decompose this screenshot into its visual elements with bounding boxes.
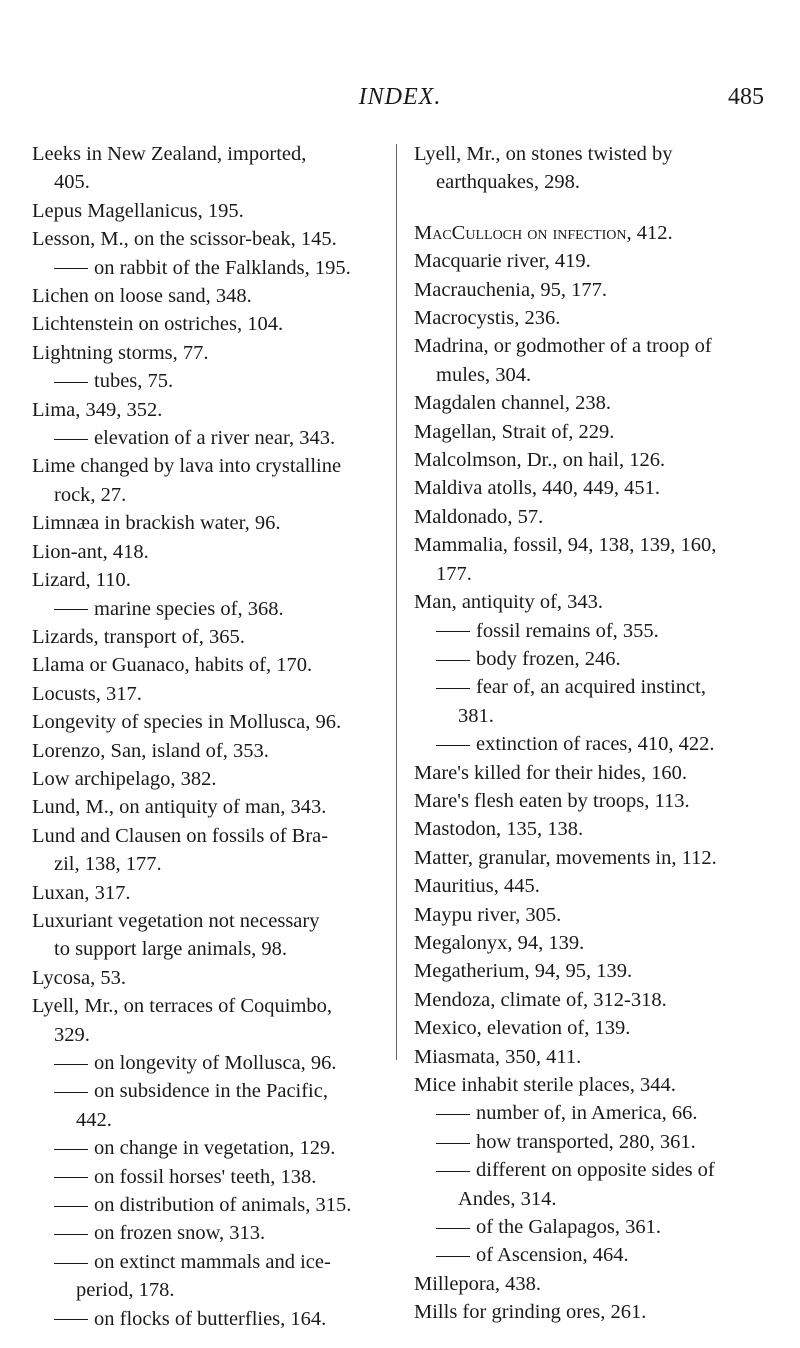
index-entry — [414, 247, 776, 275]
index-entry — [414, 531, 776, 588]
ditto-dash — [54, 382, 88, 383]
index-column-right — [414, 140, 776, 1327]
index-entry — [414, 276, 776, 304]
index-entry — [414, 1014, 776, 1042]
index-subentry — [32, 367, 384, 395]
entry-line: Megatherium, 94, 95, 139. — [414, 960, 633, 983]
entry-line: Luxan, 317. — [32, 881, 131, 904]
entry-line: Lichtenstein on ostriches, 104. — [32, 313, 284, 336]
index-entry — [32, 310, 384, 338]
entry-line: number of, in America, 66. — [476, 1102, 698, 1125]
entry-line: Lichen on loose sand, 348. — [32, 285, 252, 308]
index-subentry — [414, 730, 776, 758]
ditto-dash — [54, 1064, 88, 1065]
index-entry — [32, 964, 384, 992]
ditto-dash — [436, 1114, 470, 1115]
entry-line: Lyell, Mr., on stones twisted by — [414, 143, 673, 165]
entry-line: Maldonado, 57. — [414, 505, 544, 528]
index-subentry — [414, 645, 776, 673]
index-entry — [414, 1043, 776, 1071]
entry-line: Lizard, 110. — [32, 569, 131, 592]
index-entry — [414, 1071, 776, 1099]
index-entry — [414, 304, 776, 332]
index-subentry — [414, 673, 776, 730]
ditto-dash — [436, 1143, 470, 1144]
entry-line: Lund and Clausen on fossils of Bra- — [32, 824, 329, 847]
index-subentry — [32, 595, 384, 623]
entry-line: Longevity of species in Mollusca, 96. — [32, 711, 342, 734]
entry-line: of the Galapagos, 361. — [476, 1216, 662, 1239]
ditto-dash — [436, 1256, 470, 1257]
entry-line: Madrina, or godmother of a troop of — [414, 335, 712, 358]
entry-line: Maypu river, 305. — [414, 903, 562, 926]
entry-line: Mammalia, fossil, 94, 138, 139, 160, — [414, 534, 717, 557]
entry-line: earthquakes, 298. — [436, 171, 581, 194]
ditto-dash — [54, 1177, 88, 1178]
index-entry — [414, 844, 776, 872]
index-entry — [32, 339, 384, 367]
entry-line: Macrocystis, 236. — [414, 307, 561, 330]
index-entry — [414, 140, 776, 197]
index-entry — [414, 1298, 776, 1326]
index-entry — [414, 901, 776, 929]
entry-line: Miasmata, 350, 411. — [414, 1045, 582, 1068]
entry-line: on subsidence in the Pacific, — [94, 1080, 328, 1103]
index-entry — [32, 538, 384, 566]
entry-line: on rabbit of the Falklands, 195. — [94, 256, 351, 279]
index-subentry — [32, 1134, 384, 1162]
entry-line: Mare's flesh eaten by troops, 113. — [414, 789, 690, 812]
entry-line: Macrauchenia, 95, 177. — [414, 278, 607, 301]
entry-line: different on opposite sides of — [476, 1159, 715, 1182]
entry-line: Limnæa in brackish water, 96. — [32, 512, 281, 535]
entry-line: tubes, 75. — [94, 370, 174, 393]
entry-line: Lima, 349, 352. — [32, 398, 163, 421]
ditto-dash — [54, 1149, 88, 1150]
entry-line: Lion-ant, 418. — [32, 540, 149, 563]
entry-line: Magdalen channel, 238. — [414, 392, 611, 415]
index-entry — [32, 822, 384, 879]
index-subentry — [414, 617, 776, 645]
entry-line: how transported, 280, 361. — [476, 1130, 696, 1153]
ditto-dash — [54, 1234, 88, 1235]
ditto-dash — [54, 1206, 88, 1207]
index-entry — [32, 396, 384, 424]
index-entry — [32, 793, 384, 821]
entry-line: 405. — [54, 171, 90, 194]
index-subentry — [414, 1213, 776, 1241]
index-entry — [414, 986, 776, 1014]
entry-line: Lesson, M., on the scissor-beak, 145. — [32, 228, 337, 251]
ditto-dash — [54, 439, 88, 440]
index-entry — [414, 759, 776, 787]
entry-line: Low archipelago, 382. — [32, 767, 217, 790]
entry-line: Llama or Guanaco, habits of, 170. — [32, 654, 313, 677]
index-entry — [414, 332, 776, 389]
entry-line: Mare's killed for their hides, 160. — [414, 761, 687, 784]
index-entry — [32, 907, 384, 964]
index-subentry — [32, 1049, 384, 1077]
entry-line: Matter, granular, movements in, 112. — [414, 846, 717, 869]
entry-line: Mastodon, 135, 138. — [414, 818, 584, 841]
index-subentry — [32, 1248, 384, 1305]
entry-line: body frozen, 246. — [476, 647, 621, 670]
entry-line: Mendoza, climate of, 312-318. — [414, 988, 667, 1011]
entry-line: Megalonyx, 94, 139. — [414, 931, 585, 954]
index-entry — [414, 418, 776, 446]
entry-line: Lorenzo, San, island of, 353. — [32, 739, 269, 762]
entry-line: 177. — [436, 562, 472, 585]
entry-line: Mexico, elevation of, 139. — [414, 1017, 631, 1040]
ditto-dash — [436, 1171, 470, 1172]
index-entry — [32, 708, 384, 736]
entry-line: 381. — [458, 704, 494, 727]
index-entry — [32, 623, 384, 651]
index-entry — [414, 1270, 776, 1298]
entry-line: extinction of races, 410, 422. — [476, 733, 715, 756]
index-entry — [32, 765, 384, 793]
entry-line: Locusts, 317. — [32, 682, 142, 705]
entry-line: 442. — [76, 1108, 112, 1131]
entry-line: on longevity of Mollusca, 96. — [94, 1052, 337, 1074]
page-number: 485 — [728, 84, 764, 110]
index-subentry — [32, 1305, 384, 1333]
entry-line: Lepus Magellanicus, 195. — [32, 199, 244, 222]
entry-line: Millepora, 438. — [414, 1272, 541, 1295]
index-entry — [32, 879, 384, 907]
index-entry — [414, 446, 776, 474]
entry-line: period, 178. — [76, 1279, 175, 1302]
index-entry — [32, 140, 384, 197]
entry-line: Magellan, Strait of, 229. — [414, 420, 615, 443]
index-entry — [414, 957, 776, 985]
entry-line: on flocks of butterflies, 164. — [94, 1307, 327, 1330]
entry-line: on distribution of animals, 315. — [94, 1194, 352, 1217]
entry-line: mules, 304. — [436, 363, 532, 386]
entry-line: fear of, an acquired instinct, — [476, 676, 706, 699]
index-entry — [414, 474, 776, 502]
index-subentry — [32, 254, 384, 282]
entry-line: rock, 27. — [54, 483, 127, 506]
entry-line: elevation of a river near, 343. — [94, 427, 336, 450]
running-title: INDEX. — [358, 84, 442, 110]
entry-line: Lime changed by lava into crystalline — [32, 455, 342, 478]
entry-gap — [414, 197, 776, 219]
index-entry — [32, 992, 384, 1049]
index-subentry — [32, 424, 384, 452]
entry-line: Man, antiquity of, 343. — [414, 591, 604, 614]
entry-line: Malcolmson, Dr., on hail, 126. — [414, 449, 666, 472]
entry-line: Mauritius, 445. — [414, 875, 540, 898]
entry-line: marine species of, 368. — [94, 597, 284, 620]
entry-line: on frozen snow, 313. — [94, 1222, 266, 1245]
ditto-dash — [436, 660, 470, 661]
entry-line: Lyell, Mr., on terraces of Coquimbo, — [32, 995, 333, 1018]
page-header — [0, 76, 800, 116]
index-subentry — [32, 1219, 384, 1247]
index-column-left — [32, 140, 384, 1333]
ditto-dash — [54, 1092, 88, 1093]
ditto-dash — [436, 1228, 470, 1229]
index-entry — [32, 197, 384, 225]
column-divider — [396, 144, 397, 1060]
ditto-dash — [54, 1319, 88, 1320]
index-subentry — [414, 1241, 776, 1269]
entry-line: 329. — [54, 1023, 90, 1046]
ditto-dash — [436, 631, 470, 632]
index-subentry — [414, 1099, 776, 1127]
index-entry — [32, 737, 384, 765]
index-entry — [414, 389, 776, 417]
entry-line: fossil remains of, 355. — [476, 619, 659, 642]
index-subentry — [414, 1156, 776, 1213]
entry-line: Lizards, transport of, 365. — [32, 625, 245, 648]
entry-line: Mills for grinding ores, 261. — [414, 1301, 647, 1324]
index-entry — [414, 503, 776, 531]
entry-line: zil, 138, 177. — [54, 853, 162, 876]
index-entry — [414, 588, 776, 616]
index-subentry — [414, 1128, 776, 1156]
index-entry — [32, 680, 384, 708]
entry-line: on extinct mammals and ice- — [94, 1250, 331, 1273]
index-subentry — [32, 1077, 384, 1134]
entry-line: Macquarie river, 419. — [414, 250, 591, 273]
ditto-dash — [436, 745, 470, 746]
entry-line: of Ascension, 464. — [476, 1244, 629, 1267]
entry-line: on change in vegetation, 129. — [94, 1137, 336, 1160]
ditto-dash — [54, 1263, 88, 1264]
index-entry — [414, 815, 776, 843]
index-entry — [414, 872, 776, 900]
entry-line: to support large animals, 98. — [54, 938, 288, 961]
entry-line: Lund, M., on antiquity of man, 343. — [32, 796, 327, 819]
index-entry — [414, 929, 776, 957]
index-subentry — [32, 1163, 384, 1191]
entry-line: Leeks in New Zealand, imported, — [32, 143, 307, 165]
ditto-dash — [436, 688, 470, 689]
entry-line: Lycosa, 53. — [32, 966, 126, 989]
ditto-dash — [54, 268, 88, 269]
entry-line: Andes, 314. — [458, 1187, 557, 1210]
index-entry — [32, 225, 384, 253]
entry-line: Luxuriant vegetation not necessary — [32, 909, 320, 932]
index-entry — [32, 509, 384, 537]
entry-line: on fossil horses' teeth, 138. — [94, 1165, 317, 1188]
index-entry — [414, 787, 776, 815]
index-entry — [32, 651, 384, 679]
entry-line: Maldiva atolls, 440, 449, 451. — [414, 477, 660, 500]
entry-line: Lightning storms, 77. — [32, 341, 209, 364]
index-entry — [32, 282, 384, 310]
index-entry — [414, 219, 776, 247]
index-entry — [32, 566, 384, 594]
entry-line: Mice inhabit sterile places, 344. — [414, 1074, 676, 1096]
entry-line: MacCulloch on infection, 412. — [414, 221, 673, 244]
index-entry — [32, 452, 384, 509]
ditto-dash — [54, 609, 88, 610]
index-subentry — [32, 1191, 384, 1219]
